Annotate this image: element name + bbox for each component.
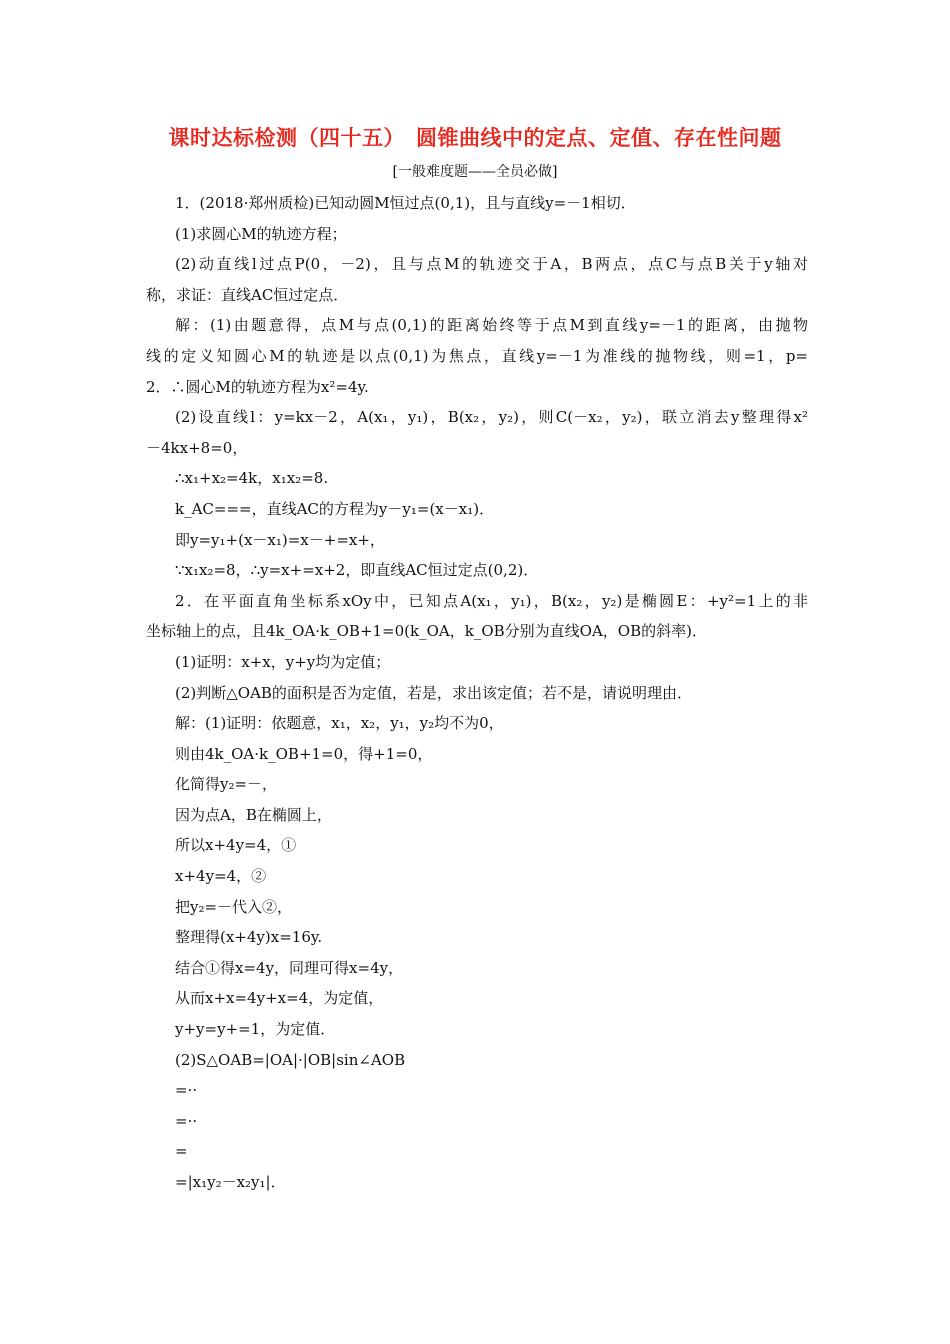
solution-2-step-5: 所以x+4y=4，① [175,836,297,855]
solution-2-part-2-step-3: = [175,1142,188,1161]
solution-2-step-6: x+4y=4，② [175,867,267,886]
problem-1-part-2: (2)动直线l过点P(0，－2)，且与点M的轨迹交于A，B两点，点C与点B关于y轴对 [175,255,808,274]
problem-1-part-2-cont: 称，求证：直线AC恒过定点． [146,285,349,304]
solution-1-step-3: 即y=y₁+(x－x₁)=x－+=x+， [175,530,385,549]
solution-1-part-1-result: 2．∴圆心M的轨迹方程为x²=4y. [146,377,369,396]
solution-2-step-3: 化简得y₂=－， [175,775,278,794]
problem-2-statement-cont: 坐标轴上的点，且4k_OA·k_OB+1=0(k_OA，k_OB分别为直线OA，OB的斜率)． [146,622,707,641]
document-body [146,188,808,1198]
problem-1-part-1: (1)求圆心M的轨迹方程； [175,224,347,243]
solution-2-part-2-step-2: =·· [175,1111,198,1130]
solution-1-part-1: 解：(1)由题意得，点M与点(0,1)的距离始终等于点M到直线y=－1的距离，由抛物 [175,316,808,335]
solution-2-step-7: 把y₂=－代入②， [175,897,293,916]
solution-2-step-2: 则由4k_OA·k_OB+1=0，得+1=0， [175,744,433,763]
solution-2-step-1: 解：(1)证明：依题意，x₁，x₂，y₁，y₂均不为0， [175,714,504,733]
solution-2-part-2-step-1: =·· [175,1081,198,1100]
solution-2-step-8: 整理得(x+4y)x=16y. [175,928,323,947]
problem-2-part-2: (2)判断△OAB的面积是否为定值，若是，求出该定值；若不是，请说明理由． [175,683,692,702]
problem-2-statement: 2．在平面直角坐标系xOy中，已知点A(x₁，y₁)，B(x₂，y₂)是椭圆E：+y²=1上的非 [175,591,808,610]
solution-1-part-1-cont: 线的定义知圆心M的轨迹是以点(0,1)为焦点，直线y=－1为准线的抛物线，则=1，p= [146,346,808,365]
problem-1-statement: 1．(2018·郑州质检)已知动圆M恒过点(0,1)，且与直线y=－1相切． [175,194,636,212]
solution-1-step-1: ∴x₁+x₂=4k，x₁x₂=8. [175,469,329,488]
solution-2-step-4: 因为点A，B在椭圆上， [175,805,332,824]
solution-1-part-2: (2)设直线l：y=kx－2，A(x₁，y₁)，B(x₂，y₂)，则C(－x₂，y₂)，联立消去y整理得x² [175,408,808,427]
page-title: 课时达标检测（四十五） 圆锥曲线中的定点、定值、存在性问题 [168,126,782,150]
solution-2-step-9: 结合①得x=4y，同理可得x=4y， [175,958,404,977]
problem-2-part-1: (1)证明：x+x，y+y均为定值； [175,652,391,671]
solution-2-part-2: (2)S△OAB=|OA|·|OB|sin∠AOB [175,1050,406,1069]
solution-1-part-2-cont: －4kx+8=0， [146,438,248,457]
solution-1-step-2: k_AC===，直线AC的方程为y－y₁=(x－x₁)． [175,499,495,518]
solution-2-step-10: 从而x+x=4y+x=4，为定值， [175,989,384,1008]
section-subtitle: [一般难度题——全员必做] [392,164,558,180]
solution-2-part-2-step-4: =|x₁y₂－x₂y₁|． [175,1173,286,1191]
solution-1-conclusion: ∵x₁x₂=8，∴y=x+=x+2，即直线AC恒过定点(0,2)． [175,561,539,580]
solution-2-step-11: y+y=y+=1，为定值． [175,1020,336,1039]
